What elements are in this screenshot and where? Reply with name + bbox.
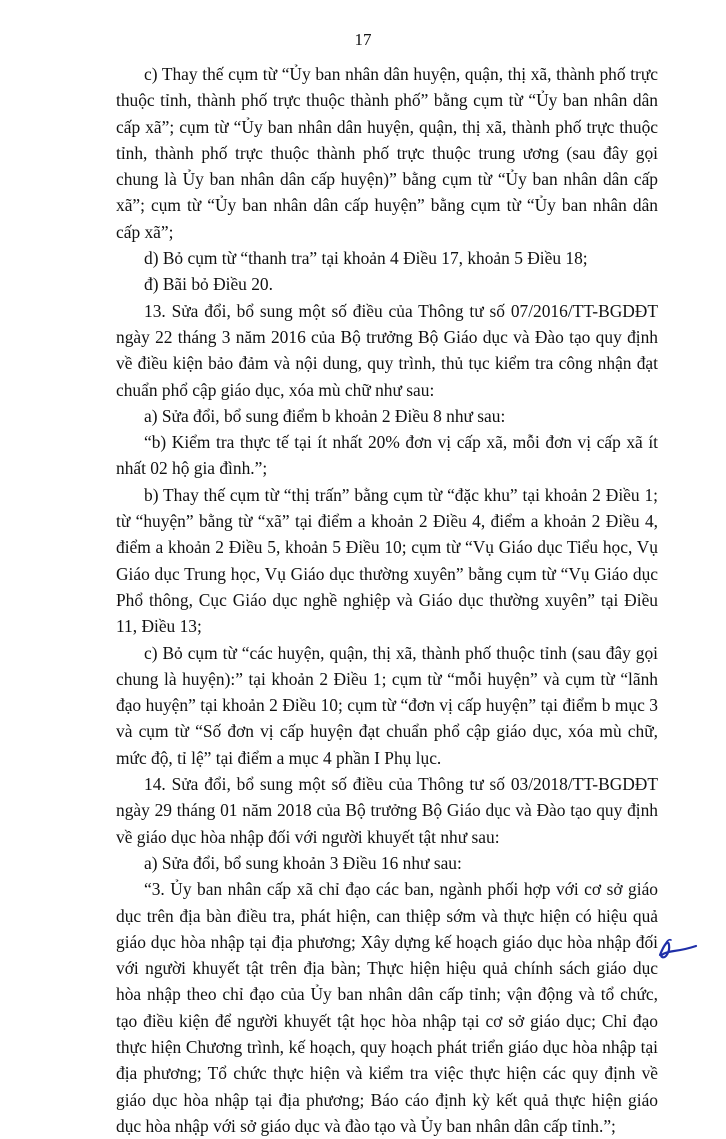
paragraph-13b: b) Thay thế cụm từ “thị trấn” bằng cụm từ “đặc khu” tại khoản 2 Điều 1; từ “huyện” bằng từ “xã” tại điểm a khoản 2 Điều 4, điểm a khoản 2 Điều 4, điểm a khoản 2 Điều 5, khoản 5 Điều 10; cụm từ “Vụ Giáo dục Tiểu học, Vụ Giáo dục Trung học, Vụ Giáo dục thường xuyên” bằng cụm từ “Vụ Giáo dục Phổ thông, Cục Giáo dục nghề nghiệp và Giáo dục thường xuyên” tại Điều 11, Điều 13;: [116, 484, 658, 637]
paragraph-13a: a) Sửa đổi, bổ sung điểm b khoản 2 Điều 8 như sau:: [144, 405, 506, 426]
paragraph-14a: a) Sửa đổi, bổ sung khoản 3 Điều 16 như sau:: [144, 852, 462, 873]
paragraph-13a-quote: “b) Kiểm tra thực tế tại ít nhất 20% đơn vị cấp xã, mỗi đơn vị cấp xã ít nhất 02 hộ gia đình.”;: [116, 432, 658, 479]
page-number: 17: [354, 30, 372, 49]
paragraph-13-heading: 13. Sửa đổi, bổ sung một số điều của Thông tư số 07/2016/TT-BGDĐT ngày 22 tháng 3 năm 2016 của Bộ trưởng Bộ Giáo dục và Đào tạo quy định về điều kiện bảo đảm và nội dung, quy trình, thủ tục kiểm tra công nhận đạt chuẩn phổ cập giáo dục, xóa mù chữ như sau:: [116, 300, 658, 400]
paragraph-14a-quote: “3. Ủy ban nhân cấp xã chỉ đạo các ban, ngành phối hợp với cơ sở giáo dục trên địa bàn điều tra, phát hiện, can thiệp sớm và thực hiện có hiệu quả giáo dục hòa nhập tại địa phương; Xây dựng kế hoạch giáo dục hòa nhập đối với người khuyết tật trên địa bàn; Thực hiện hiệu quả chính sách giáo dục hòa nhập theo chỉ đạo của Ủy ban nhân dân cấp tỉnh; vận động và tổ chức, tạo điều kiện để người khuyết tật học hòa nhập tại cơ sở giáo dục; Chỉ đạo thực hiện Chương trình, kế hoạch, quy hoạch phát triển giáo dục hòa nhập tại địa phương; Tổ chức thực hiện và kiểm tra việc thực hiện các quy định về giáo dục hòa nhập tại địa phương; Báo cáo định kỳ kết quả thực hiện giáo dục hòa nhập với sở giáo dục và đào tạo và Ủy ban nhân dân cấp tỉnh.”;: [116, 879, 658, 1136]
paragraph-14-heading: 14. Sửa đổi, bổ sung một số điều của Thông tư số 03/2018/TT-BGDĐT ngày 29 tháng 01 năm 2018 của Bộ trưởng Bộ Giáo dục và Đào tạo quy định về giáo dục hòa nhập đối với người khuyết tật như sau:: [116, 774, 658, 847]
paragraph-13c: c) Bỏ cụm từ “các huyện, quận, thị xã, thành phố thuộc tỉnh (sau đây gọi chung là huyện):” tại khoản 2 Điều 1; cụm từ “mỗi huyện” và cụm từ “lãnh đạo huyện” tại khoản 2 Điều 10; cụm từ “đơn vị cấp huyện” tại điểm b mục 3 và cụm từ “Số đơn vị cấp huyện đạt chuẩn phổ cập giáo dục, xóa mù chữ, mức độ, tỉ lệ” tại điểm a mục 4 phần I Phụ lục.: [116, 642, 658, 768]
paragraph-1c-replace-terms: c) Thay thế cụm từ “Ủy ban nhân dân huyện, quận, thị xã, thành phố trực thuộc tỉnh, thành phố trực thuộc thành phố” bằng cụm từ “Ủy ban nhân dân cấp xã”; cụm từ “Ủy ban nhân dân huyện, quận, thị xã, thành phố trực thuộc tỉnh, thành phố trực thuộc thành phố trực thuộc trung ương (sau đây gọi chung là Ủy ban nhân dân cấp huyện)” bằng cụm từ “Ủy ban nhân dân cấp xã”; cụm từ “Ủy ban nhân dân cấp huyện” bằng cụm từ “Ủy ban nhân dân cấp xã”;: [116, 64, 658, 242]
paragraph-1d-remove-inspection: d) Bỏ cụm từ “thanh tra” tại khoản 4 Điều 17, khoản 5 Điều 18;: [144, 248, 588, 269]
paragraph-1dd-repeal-article-20: đ) Bãi bỏ Điều 20.: [144, 274, 273, 295]
signature-icon: [652, 933, 700, 963]
document-body: [116, 61, 658, 1139]
